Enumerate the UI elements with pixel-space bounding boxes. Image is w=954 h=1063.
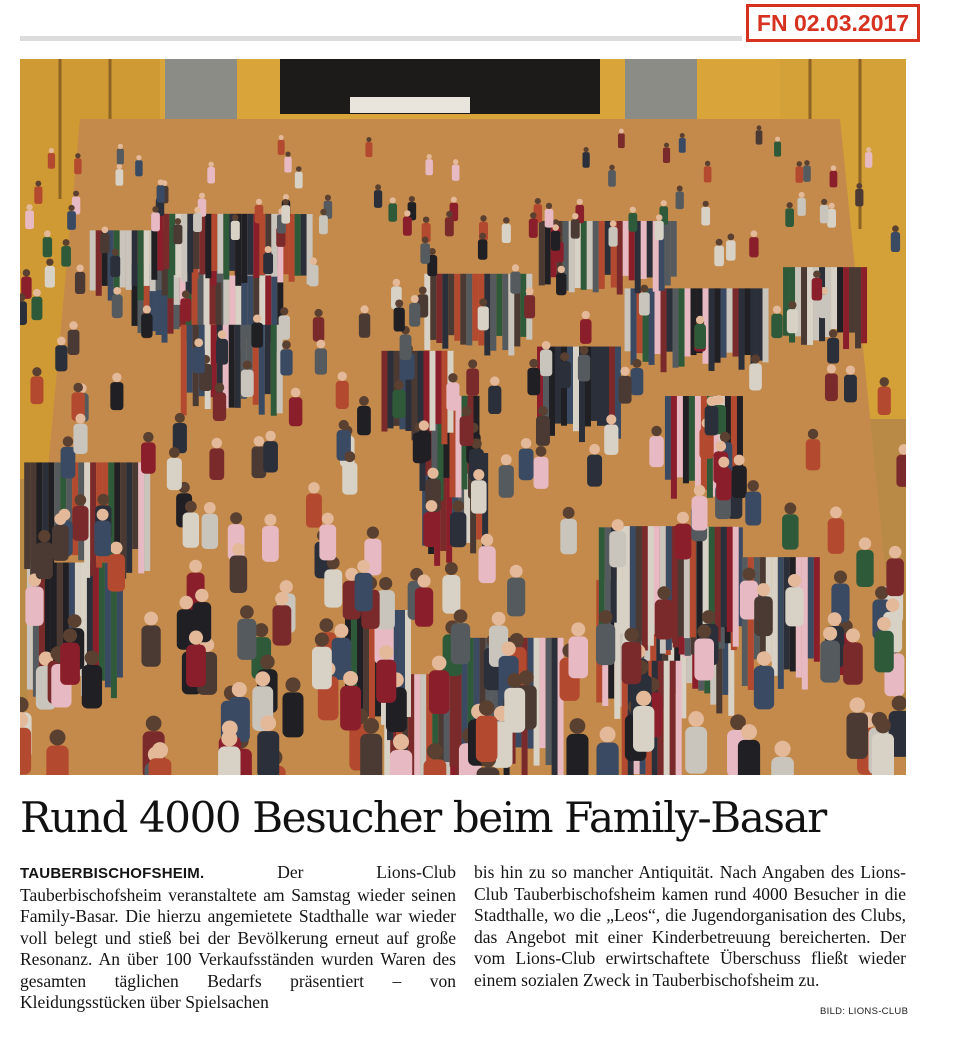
headline: Rund 4000 Besucher beim Family-Basar — [20, 793, 826, 842]
article-column-left — [20, 862, 456, 1014]
dateline: TAUBERBISCHOFSHEIM. — [20, 865, 205, 882]
photo-credit: BILD: LIONS-CLUB — [820, 1006, 909, 1017]
body-text-left: Der Lions-Club Tauberbischofsheim veranstaltete am Samstag wieder seinen Family-Basar. Die hierzu angemietete Stadthalle war wieder voll belegt und stieß bei der Bevölkerung erneut auf große Resonanz. An über 100 Verkaufsständen wurden Waren des gesamten täglichen Bedarfs präsentiert – von Kleidungsstücken über Spielsachen — [20, 862, 456, 1012]
article-column-right — [474, 862, 906, 991]
body-text-right: bis hin zu so mancher Antiquität. Nach Angaben des Lions-Club Tauberbischofsheim kamen rund 4000 Besucher in die Stadthalle, wo die „Leos“, die Jugendorganisation des Clubs, das Angebot mit einer Kinderbetreuung bereicherten. Der vom Lions-Club erwirtschaftete Überschuss fließt wieder einem sozialen Zweck in Tauberbischofsheim zu. — [474, 862, 906, 990]
date-stamp: FN 02.03.2017 — [746, 4, 920, 42]
top-rule — [20, 36, 742, 41]
bazaar-photo — [20, 59, 906, 775]
